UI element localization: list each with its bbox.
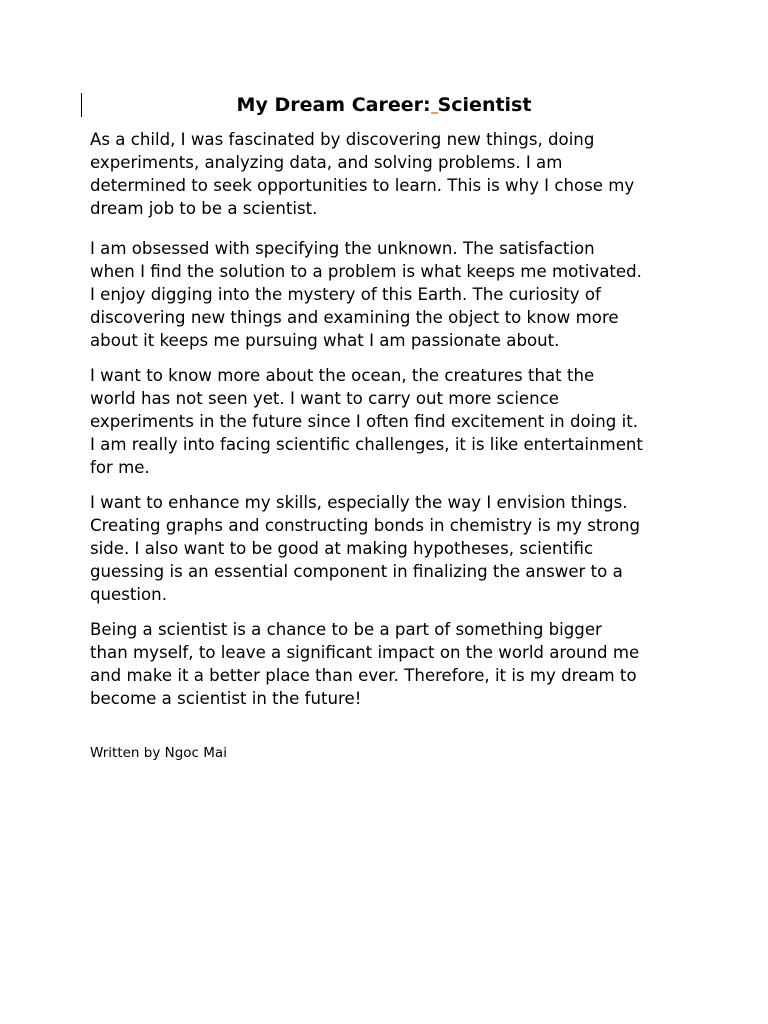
paragraph-line: for me. [90,458,150,477]
paragraph-line: experiments, analyzing data, and solving problems. I am [90,153,563,172]
paragraph-line: I want to know more about the ocean, the creatures that the [90,366,595,385]
author-signature: Written by Ngoc Mai [90,745,227,761]
paragraph-line: side. I also want to be good at making hypotheses, scientific [90,539,594,558]
paragraph-line: question. [90,585,167,604]
paragraph-line: guessing is an essential component in finalizing the answer to a [90,562,623,581]
paragraph-line: As a child, I was fascinated by discovering new things, doing [90,130,595,149]
document-title [0,93,768,117]
paragraph-line: and make it a better place than ever. Therefore, it is my dream to [90,666,637,685]
paragraph-line: I want to enhance my skills, especially the way I envision things. [90,493,628,512]
paragraph-line: than myself, to leave a significant impact on the world around me [90,643,640,662]
paragraph-line: when I find the solution to a problem is what keeps me motivated. [90,262,642,281]
title-part-1: My Dream Career: [236,94,431,116]
paragraph-4 [90,491,690,606]
paragraph-3 [90,364,690,479]
paragraph-line: Being a scientist is a chance to be a part of something bigger [90,620,602,639]
paragraph-line: about it keeps me pursuing what I am passionate about. [90,331,560,350]
paragraph-1 [90,128,690,220]
paragraph-5 [90,618,690,710]
paragraph-line: discovering new things and examining the object to know more [90,308,619,327]
paragraph-line: I enjoy digging into the mystery of this Earth. The curiosity of [90,285,601,304]
title-part-2: Scientist [437,94,532,116]
paragraph-2 [90,237,690,352]
paragraph-line: I am really into facing scientific challenges, it is like entertainment [90,435,643,454]
paragraph-line: world has not seen yet. I want to carry out more science [90,389,559,408]
paragraph-line: I am obsessed with specifying the unknown. The satisfaction [90,239,595,258]
paragraph-line: determined to seek opportunities to learn. This is why I chose my [90,176,635,195]
paragraph-line: dream job to be a scientist. [90,199,318,218]
paragraph-line: experiments in the future since I often find excitement in doing it. [90,412,638,431]
space-marker-icon [431,93,438,114]
document-body [90,128,690,722]
paragraph-line: Creating graphs and constructing bonds in chemistry is my strong [90,516,641,535]
paragraph-line: become a scientist in the future! [90,689,362,708]
